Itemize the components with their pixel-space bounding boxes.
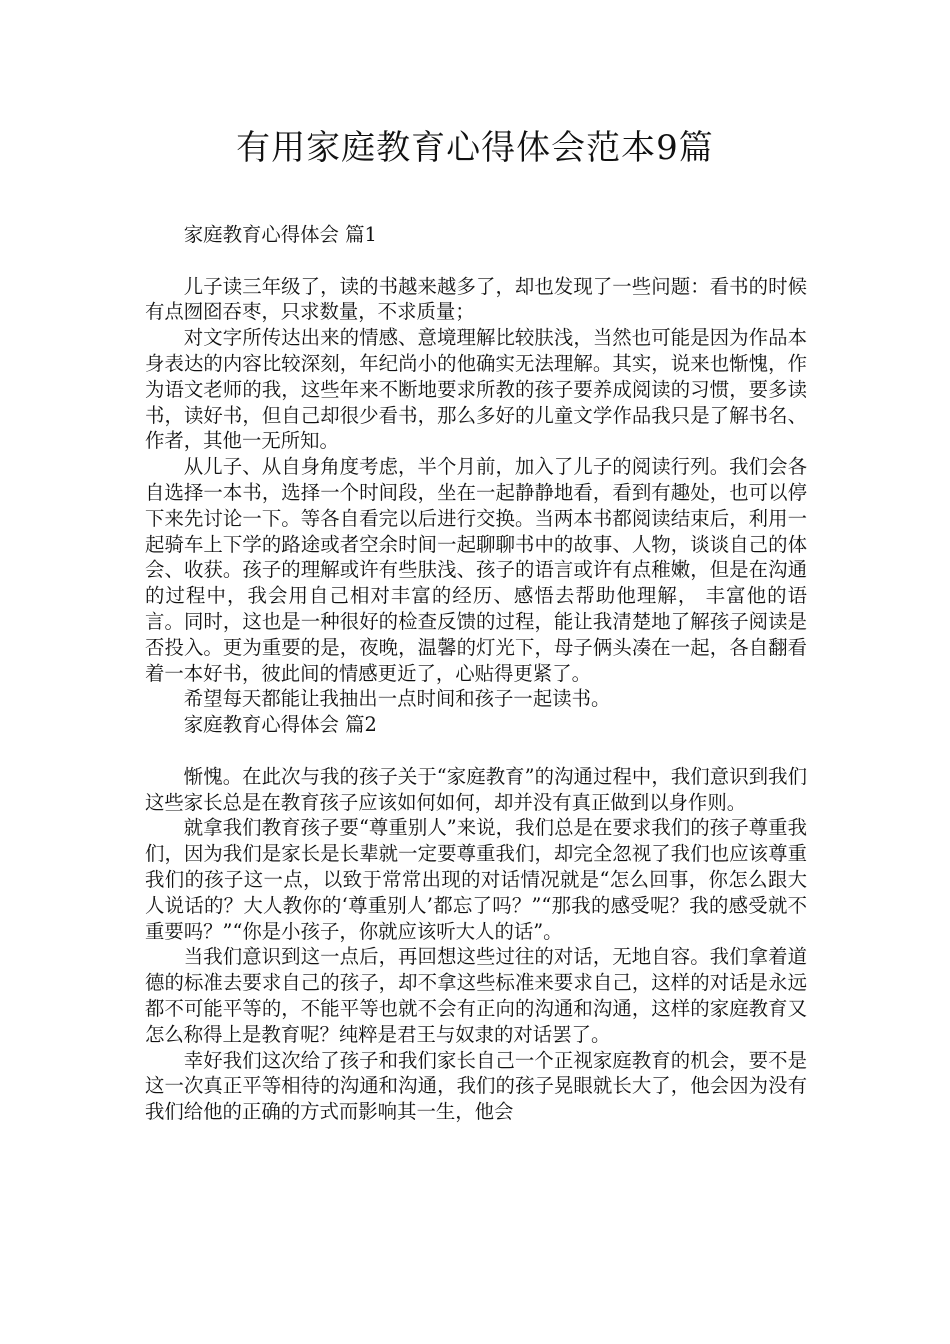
section-heading: 家庭教育心得体会 篇2 [183,713,377,737]
paragraph: 儿子读三年级了，读的书越来越多了，却也发现了一些问题：看书的时候有点囫囵吞枣，只求数量，不求质量； [145,274,807,324]
document-body [145,222,807,1125]
paragraph: 当我们意识到这一点后，再回想这些过往的对话，无地自容。我们拿着道德的标准去要求自己的孩子，却不拿这些标准来要求自己，这样的对话是永远都不可能平等的，不能平等也就不会有正向的沟通和沟通，这样的家庭教育又怎么称得上是教育呢？纯粹是君王与奴隶的对话罢了。 [145,945,807,1046]
paragraph: 从儿子、从自身角度考虑，半个月前，加入了儿子的阅读行列。我们会各自选择一本书，选择一个时间段，坐在一起静静地看，看到有趣处，也可以停下来先讨论一下。等各自看完以后进行交换。当两本书都阅读结束后，利用一起骑车上下学的路途或者空余时间一起聊聊书中的故事、人物，谈谈自己的体会、收获。孩子的理解或许有些肤浅、孩子的语言或许有点稚嫩，但是在沟通的过程中，我会用自己相对丰富的经历、感悟去帮助他理解， 丰富他的语言。同时，这也是一种很好的检查反馈的过程，能让我清楚地了解孩子阅读是否投入。更为重要的是，夜晚，温馨的灯光下，母子俩头凑在一起，各自翻看着一本好书，彼此间的情感更近了，心贴得更紧了。 [145,455,807,685]
paragraph: 惭愧。在此次与我的孩子关于“家庭教育”的沟通过程中，我们意识到我们这些家长总是在教育孩子应该如何如何，却并没有真正做到以身作则。 [145,764,807,814]
section-heading: 家庭教育心得体会 篇1 [183,223,377,246]
document-title: 有用家庭教育心得体会范本9篇 [236,128,714,168]
paragraph: 幸好我们这次给了孩子和我们家长自己一个正视家庭教育的机会，要不是这一次真正平等相待的沟通和沟通，我们的孩子晃眼就长大了，他会因为没有我们给他的正确的方式而影响其一生，他会 [145,1048,807,1124]
paragraph: 就拿我们教育孩子要“尊重别人”来说，我们总是在要求我们的孩子尊重我们，因为我们是家长是长辈就一定要尊重我们，却完全忽视了我们也应该尊重我们的孩子这一点，以致于常常出现的对话情况就是“怎么回事，你怎么跟大人说话的？大人教你的‘尊重别人’都忘了吗？”“那我的感受呢？我的感受就不重要吗？”“你是小孩子，你就应该听大人的话”。 [145,816,807,943]
paragraph: 对文字所传达出来的情感、意境理解比较肤浅，当然也可能是因为作品本身表达的内容比较深刻，年纪尚小的他确实无法理解。其实，说来也惭愧，作为语文老师的我，这些年来不断地要求所教的孩子要养成阅读的习惯，要多读书，读好书，但自己却很少看书，那么多好的儿童文学作品我只是了解书名、作者，其他一无所知。 [145,326,807,453]
paragraph: 希望每天都能让我抽出一点时间和孩子一起读书。 [183,687,611,711]
